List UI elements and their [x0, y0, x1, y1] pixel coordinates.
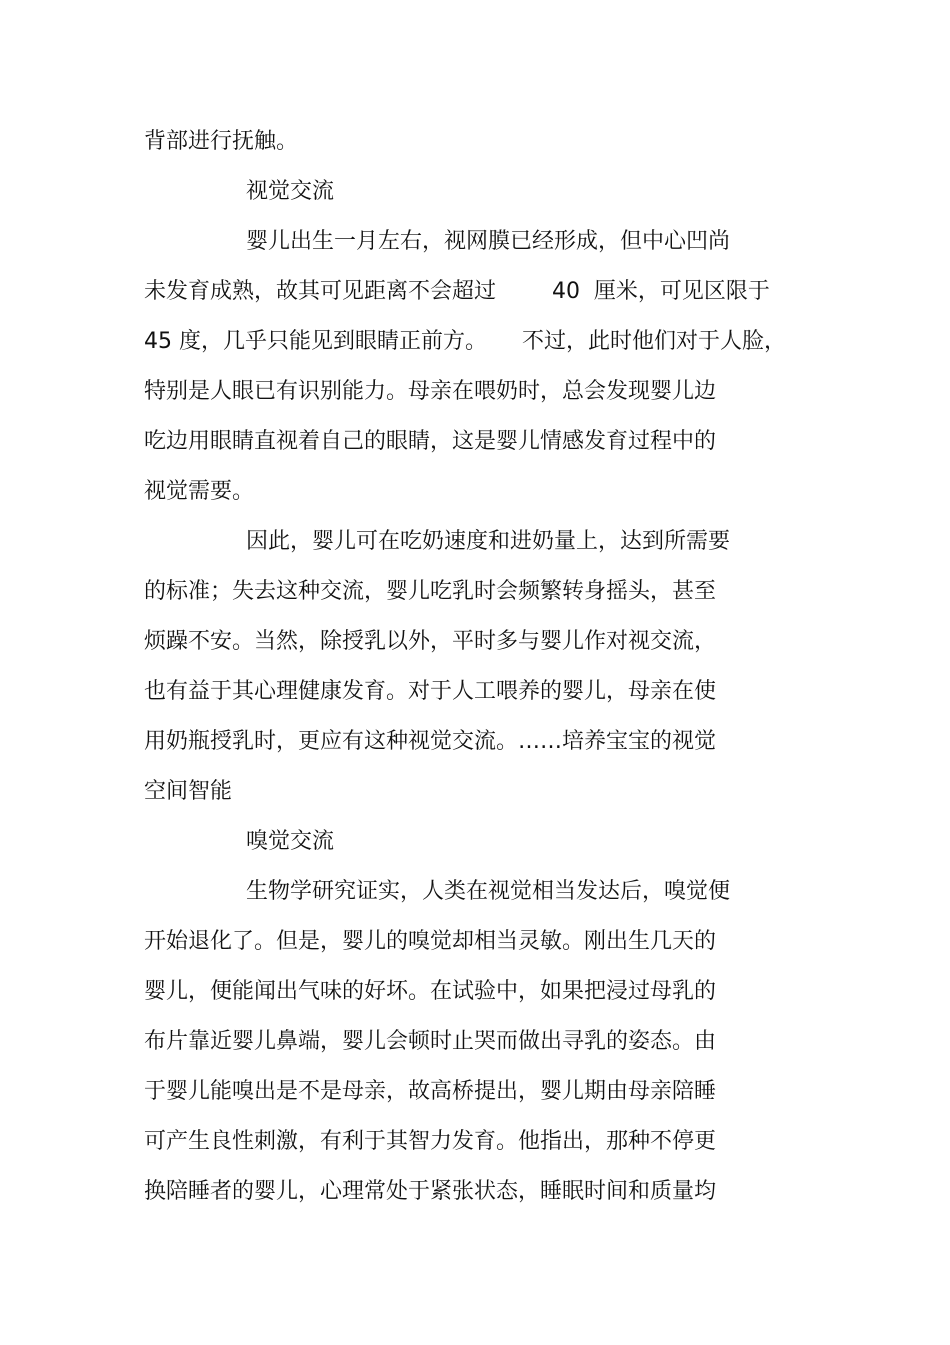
- text-line: 未发育成熟，故其可见距离不会超过 40 厘米，可见区限于: [144, 279, 770, 304]
- text-line: 可产生良性刺激，有利于其智力发育。他指出，那种不停更: [144, 1129, 717, 1154]
- text-line: 婴儿，便能闻出气味的好坏。在试验中，如果把浸过母乳的: [144, 979, 717, 1004]
- section-heading: 嗅觉交流: [246, 829, 335, 854]
- text-line: 用奶瓶授乳时，更应有这种视觉交流。……培养宝宝的视觉: [144, 729, 717, 754]
- text-line: 换陪睡者的婴儿，心理常处于紧张状态，睡眠时间和质量均: [144, 1179, 717, 1204]
- text-line: 于婴儿能嗅出是不是母亲，故高桥提出，婴儿期由母亲陪睡: [144, 1079, 717, 1104]
- text-line: 空间智能: [144, 779, 233, 804]
- text-line: 婴儿出生一月左右，视网膜已经形成，但中心凹尚: [246, 229, 731, 254]
- text-line: 也有益于其心理健康发育。对于人工喂养的婴儿，母亲在使: [144, 679, 717, 704]
- section-heading: 视觉交流: [246, 179, 335, 204]
- text-line: 烦躁不安。当然，除授乳以外，平时多与婴儿作对视交流，: [144, 629, 717, 654]
- text-line: 特别是人眼已有识别能力。母亲在喂奶时，总会发现婴儿边: [144, 379, 717, 404]
- text-line: 背部进行抚触。: [144, 129, 299, 154]
- text-line: 因此，婴儿可在吃奶速度和进奶量上，达到所需要: [246, 529, 731, 554]
- text-line: 布片靠近婴儿鼻端，婴儿会顿时止哭而做出寻乳的姿态。由: [144, 1029, 717, 1054]
- text-line: 45 度，几乎只能见到眼睛正前方。 不过，此时他们对于人脸，: [144, 329, 786, 354]
- text-line: 的标准；失去这种交流，婴儿吃乳时会频繁转身摇头，甚至: [144, 579, 717, 604]
- text-line: 生物学研究证实，人类在视觉相当发达后，嗅觉便: [246, 879, 731, 904]
- text-line: 开始退化了。但是，婴儿的嗅觉却相当灵敏。刚出生几天的: [144, 929, 717, 954]
- text-line: 视觉需要。: [144, 479, 255, 504]
- text-line: 吃边用眼睛直视着自己的眼睛，这是婴儿情感发育过程中的: [144, 429, 717, 454]
